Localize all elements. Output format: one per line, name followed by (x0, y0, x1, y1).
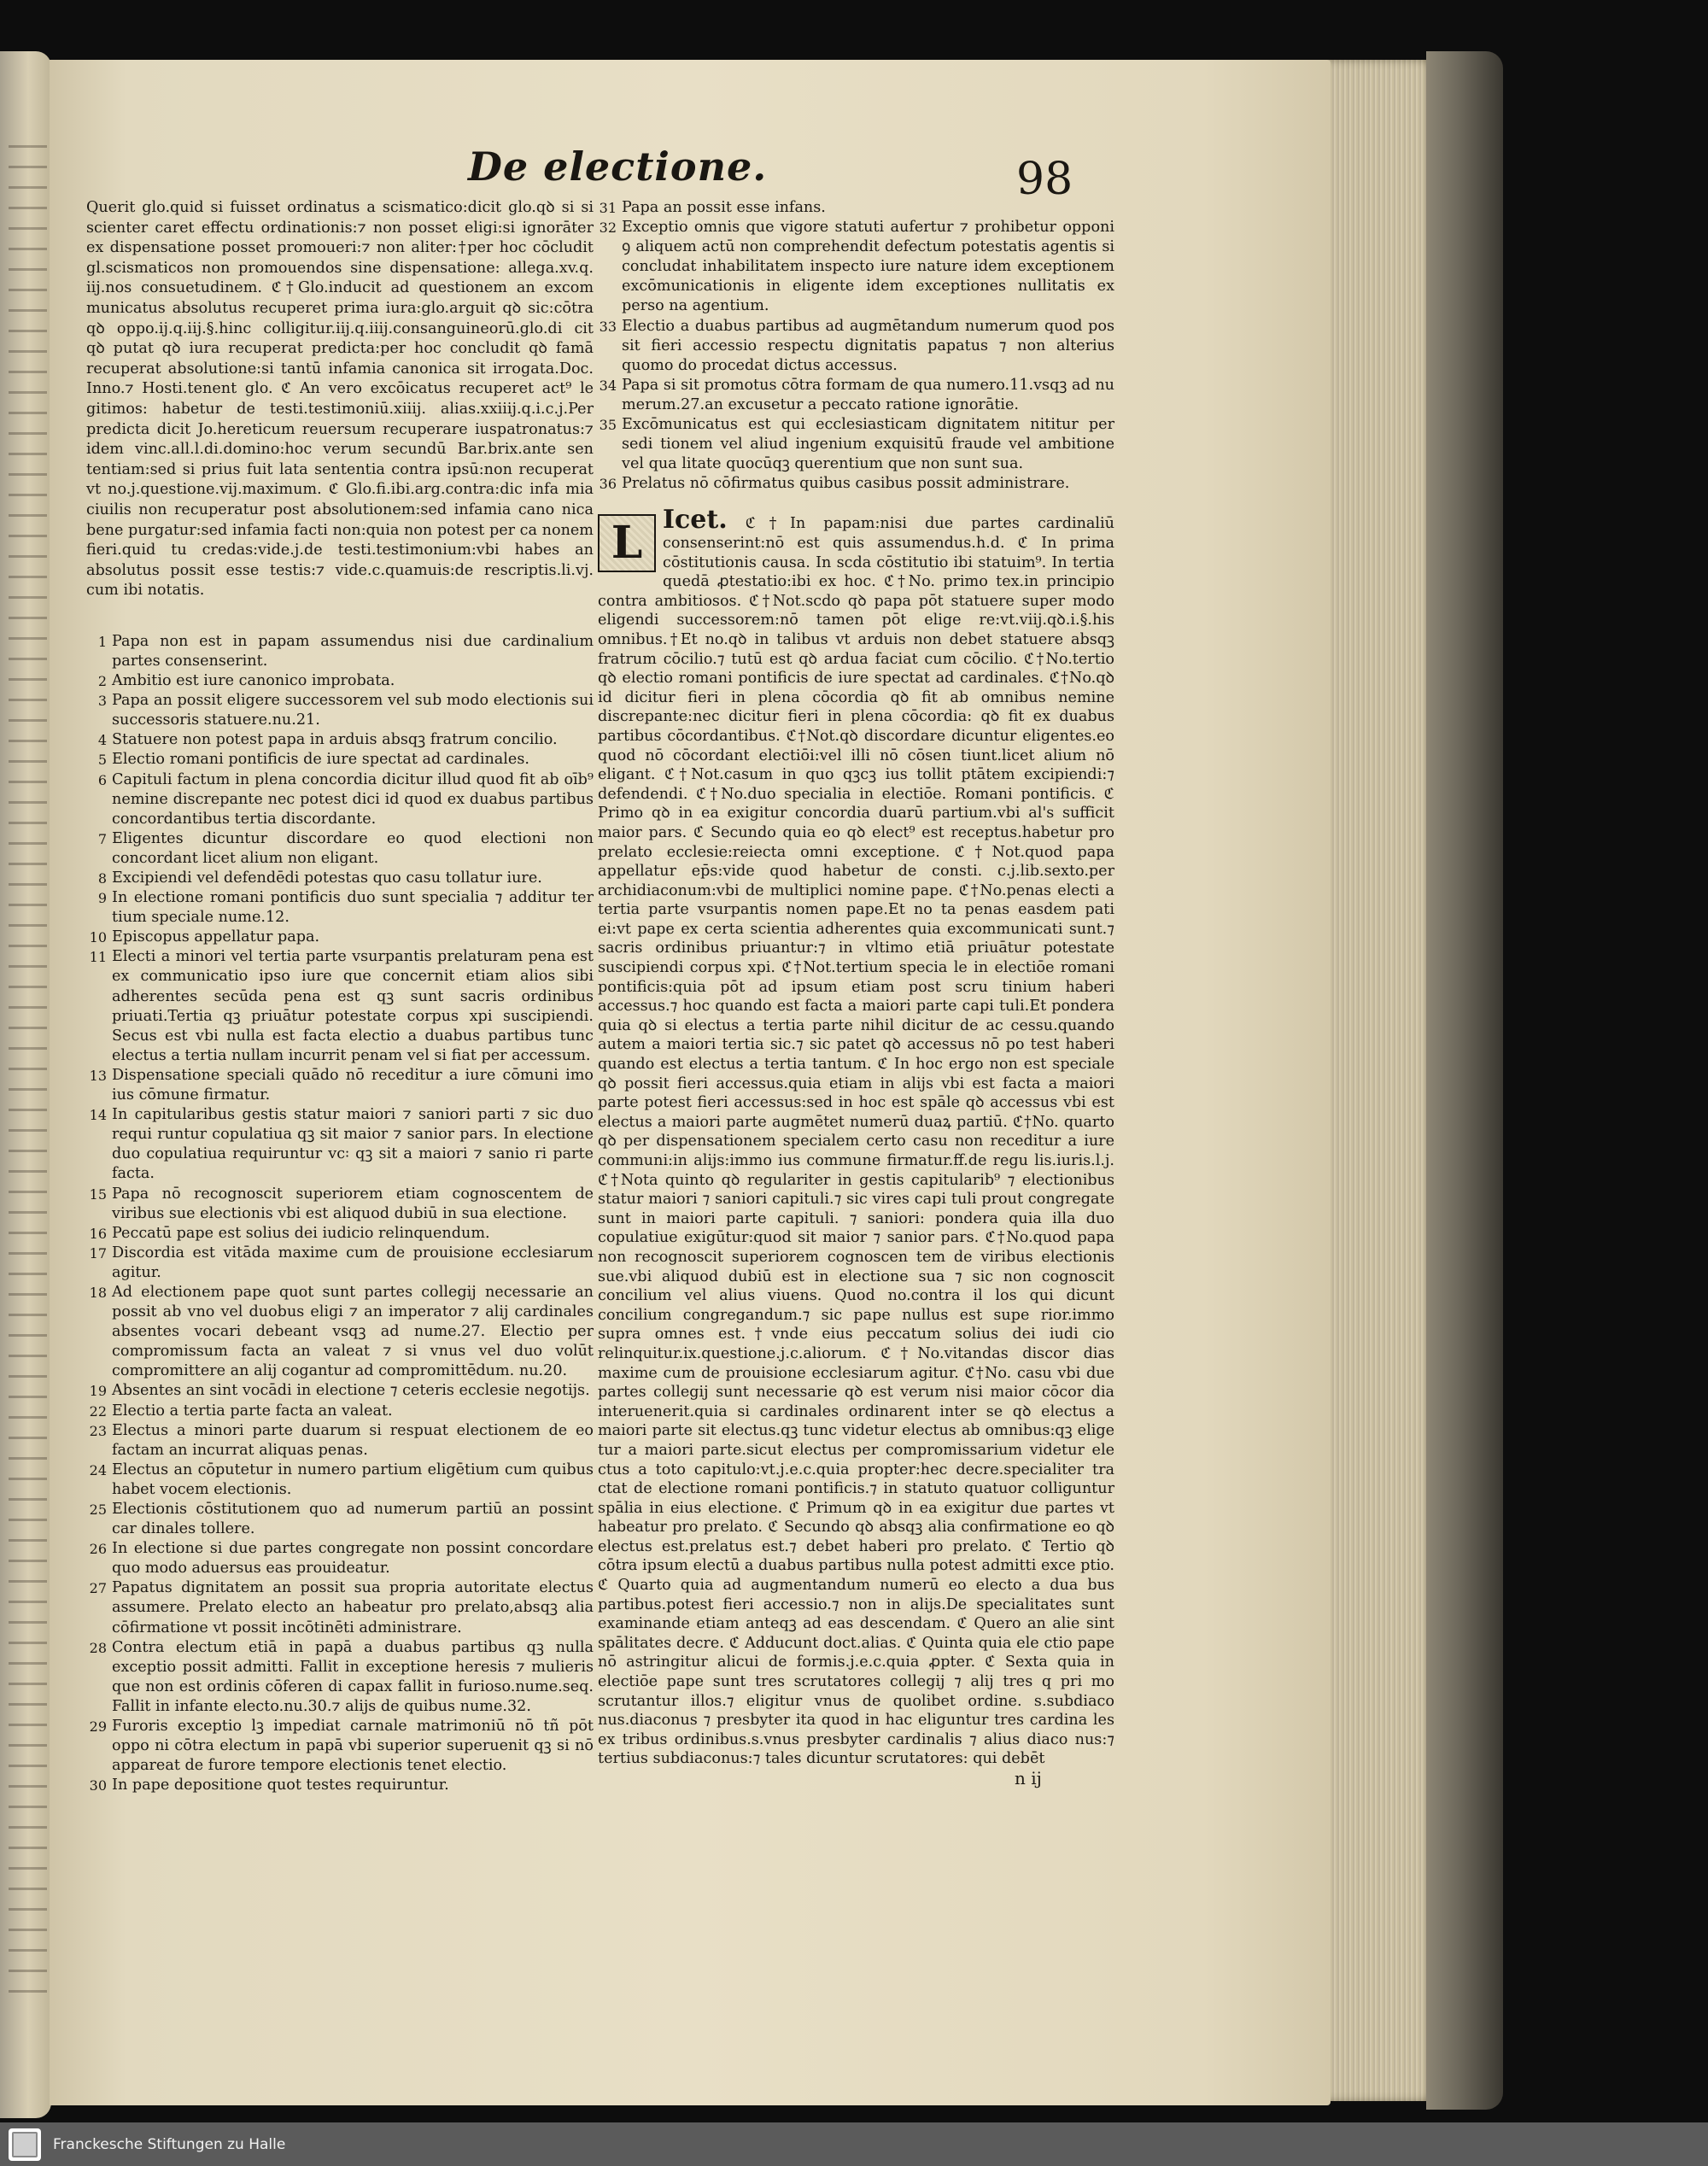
item-text: Electus a minori parte duarum si respuat electionem de eo factam an incurrat aliquas penas. (112, 1421, 594, 1459)
item-text: Contra electum etiā in papā a duabus partibus qꝫ nulla exceptio possit admitti. Fallit in exceptione heresis ⁊ mulieris que non est ordinis cōferen di capax fallit in furioso.nume.seq. Fallit in infante electo.nu.30.⁊ alijs de quibus nume.32. (112, 1638, 594, 1715)
item-number: 16 (89, 1225, 107, 1242)
list-item (598, 198, 1114, 218)
item-text: Discordia est vitāda maxime cum de prouisione ecclesiarum agitur. (112, 1244, 594, 1281)
commentary-block (598, 505, 1115, 1769)
item-text: Electio a tertia parte facta an valeat. (112, 1402, 393, 1420)
list-item (81, 947, 594, 1066)
item-text: Papa nō recognoscit superiorem etiam cognoscentem de viribus sue electionis vbi est aliquod dubiū in sua electione. (112, 1185, 594, 1222)
item-text: Excōmunicatus est qui ecclesiasticam dignitatem nititur per sedi tionem vel aliud ingenium exquisitū fraude vel ambitione vel qua litate quocūqꝫ querentium que non sunt sua. (622, 416, 1114, 473)
list-item (598, 218, 1114, 316)
item-text: Prelatus nō cōfirmatus quibus casibus possit administrare. (622, 475, 1070, 493)
item-text: Papatus dignitatem an possit sua propria autoritate electus assumere. Prelato electo an habeatur pro prelato,absqꝫ alia cōfirmatione vt possit incōtinēti administrare. (112, 1579, 594, 1636)
item-number: 17 (89, 1244, 107, 1262)
item-number: 3 (97, 693, 107, 710)
folio-number: 98 (1016, 154, 1073, 205)
item-text: In pape depositione quot testes requiruntur. (112, 1777, 449, 1794)
item-text: Electus an cōputetur in numero partium eligētium cum quibus habet vocem electionis. (112, 1461, 594, 1498)
footer-bar (0, 2122, 1708, 2166)
list-item (81, 1283, 594, 1381)
list-item (598, 317, 1114, 376)
item-number: 35 (599, 417, 617, 434)
list-item (81, 1402, 594, 1421)
signature-mark: n ij (1015, 1768, 1042, 1788)
list-item (81, 1381, 594, 1401)
item-text: Episcopus appellatur papa. (112, 928, 320, 946)
item-number: 1 (97, 633, 107, 650)
item-number: 30 (89, 1777, 107, 1794)
gloss-paragraph: Querit glo.quid si fuisset ordinatus a scismatico:dicit glo.qꝺ si si scienter caret effectu ordinationis:⁊ non posset eligi:si ignorāter ex dispensatione posset promoueri:⁊ non aliter:†per hoc cōcludit gl.scismaticos non promouendos sine dispensatione: allega.xv.q. iij.nos consuetudinem. ℭ†Glo.inducit ad questionem an excom municatus absolutus recuperet prima iura:glo.arguit qꝺ sic:cōtra qꝺ oppo.ij.q.iij.§.hinc colligitur.iij.q.iiij.consanguineorū.glo.di cit qꝺ putat qꝺ iura recuperat predicta:per hoc concludit qꝺ famā recuperat absolutione:si tantū infamia canonica sit irrogata.Doc. Inno.⁊ Hosti.tenent glo. ℭ An vero excōicatus recuperet act⁹ le gitimos: habetur de testi.testimoniū.xiiij. alias.xxiiij.q.i.c.j.Per predicta dicit Jo.hereticum reuersum recuperare iuspatronatus:⁊ idem vinc.all.l.di.domino:hoc verum secundū Bar.brix.ante sen tentiam:sed si prius fuit lata sententia contra ipsū:non recuperat vt no.j.questione.vij.maximum. ℭ Glo.fi.ibi.arg.contra:dic infa mia ciuilis non recuperatur post absolutionem:sed infamia cano nica bene purgatur:sed infamia facti non:quia non potest per ca nonem fieri.quid tu credas:vide.j.de testi.testimonium:vbi habes an absolutus possit esse testis:⁊ vide.c.quamuis:de rescriptis.li.vj. cum ibi notatis. (86, 199, 594, 600)
item-text: In electione romani pontificis duo sunt specialia ⁊ additur ter tium speciale nume.12. (112, 889, 594, 927)
list-item (81, 1539, 594, 1578)
item-number: 18 (89, 1284, 107, 1301)
list-item (81, 1244, 594, 1283)
item-number: 22 (89, 1402, 107, 1420)
list-item (81, 1066, 594, 1105)
item-text: Electi a minori vel tertia parte vsurpantis prelaturam pena est ex communicatio ipso iure que concernit etiam alios sibi adherentes secūda pena est qꝫ sunt sacris ordinibus priuati.Tertia qꝫ priuātur potestate corpus xpi suscipiendi. Secus est vbi nulla est facta electio a duabus partibus tunc electus a tertia nullam incurrit penam vel si fiat per accessum. (112, 948, 594, 1064)
list-item (598, 376, 1114, 415)
item-text: Absentes an sint vocādi in electione ⁊ ceteris ecclesie negotijs. (112, 1382, 590, 1400)
list-item (81, 1224, 594, 1244)
list-item (81, 750, 594, 770)
decorated-initial: L (598, 514, 656, 572)
list-item (598, 415, 1114, 474)
previous-page-text-shadow (9, 145, 47, 2007)
list-item (81, 869, 594, 888)
previous-page-edge (0, 51, 51, 2118)
item-number: 9 (97, 890, 107, 907)
item-text: Eligentes dicuntur discordare eo quod electioni non concordant licet alium non eligant. (112, 829, 594, 867)
commentary-text: ℭ†In papam:nisi due partes cardinaliū consenserint:nō est quis assumendus.h.d. ℭ In prima cōstitutionis causa. In scda cōstitutio ibi statuim⁹. In tertia quedā ꝓtestatio:ibi ex hoc. ℭ†No. primo tex.in principio contra ambitiosos. ℭ†Not.scdo qꝺ papa pōt statuere super modo eligendi successorem:nō tamen pōt elige re:vt.viij.qꝺ.i.§.his omnibus.†Et no.qꝺ in talibus vt arduis non debet statuere absqꝫ fratrum cōcilio.⁊ tutū est qꝺ ardua faciat cum cōcilio. ℭ†No.tertio qꝺ electio romani pontificis de iure spectat ad cardinales. ℭ†No.qꝺ id dicitur fieri in plena cōcordia qꝺ fit ab omnibus nemine discrepante:nec dicitur fieri in plena cōcordia: qꝺ fit ex duabus partibus cōcordantibus. ℭ†Not.qꝺ discordare dicuntur eligentes.eo quod nō cōcordant electiōi:vel illi nō cōsen tiunt.licet alium nō eligant. ℭ†Not.casum in quo qꝫcꝫ ius tollit ptātem excipiendi:⁊ defendendi. ℭ†No.duo specialia in electiōe. Romani pontificis. ℭ Primo qꝺ in ea exigitur concordia duarū partium.vbi al's sufficit maior pars. ℭ Secundo quia eo qꝺ elect⁹ est receptus.habetur pro prelato ecclesie:reiecta omni exceptione. ℭ†Not.quod papa appellatur ep̄s:vide quod habetur de consti. c.j.lib.sexto.per archidiaconum:vbi de multiplici nomine pape. ℭ†No.penas electi a tertia parte vsurpantis nomen pape.Et no ta penas easdem pati ei:vt pape ex certa scientia adherentes quia excommunicati sunt.⁊ sacris ordinibus priuantur:⁊ in vltimo etiā priuātur potestate suscipiendi corpus xpi. ℭ†Not.tertium specia le in electiōe romani pontificis:quia pōt ad ipsum etiam post scru tinium haberi accessus.⁊ hoc quando est facta a maiori parte capi tuli.Et pondera quia qꝺ si electus a tertia parte nihil dicitur de ac cessu.quando autem a maiori tertia sic.⁊ sic patet qꝺ accessus nō po test haberi quando est electus a tertia tantum. ℭ In hoc ergo non est speciale qꝺ possit fieri accessus.quia etiam in alijs vbi est facta a maiori parte potest fieri accessus:sed in hoc est spāle qꝺ accessus vbi est electus a maiori parte augmētet numerū duaꝝ partiū. ℭ†No. quarto qꝺ per dispensationem specialem certo casu non receditur a iure communi:in alijs:immo ius commune firmatur.ff.de regu lis.iuris.l.j. ℭ†Nota quinto qꝺ regulariter in gestis capitularib⁹ ⁊ electionibus statur maiori ⁊ saniori capituli.⁊ sic vires capi tuli prout congregate sunt in maiori parte capituli. ⁊ saniori: pondera quia illa duo copulatiue exigūtur:quod sit maior ⁊ sanior pars. ℭ†No.quod papa non recognoscit superiorem cognoscen tem de viribus electionis sue.vbi aliquod dubiū est in electione sua ⁊ sic non cognoscit concilium vel alius viuens. Quod no.contra il los qui dicunt concilium congregandum.⁊ sic pape nullus est supe rior.immo supra omnes est.†vnde eius peccatum solius dei iudi cio relinquitur.ix.questione.j.c.aliorum. ℭ†No.vitandas discor dias maxime cum de prouisione ecclesiarum agitur. ℭ†No. casu vbi due partes collegij sunt necessarie qꝺ est verum nisi maior cōcor dia interuenerit.quia si cardinales ordinarent inter se qꝺ electus a maiori parte sit electus.qꝫ tunc videtur electus ab omnibus:qꝫ elige tur a maiori parte.sicut electus per compromissarium videtur ele ctus a toto capitulo:vt.j.e.c.quia propter:hec decre.specialiter tra ctat de electione romani pontificis.⁊ in statuto quatuor colliguntur spālia in eius electione. ℭ Primum qꝺ in ea exigitur due partes vt habeatur pro prelato. ℭ Secundo qꝺ absqꝫ alia confirmatione eo qꝺ electus est.prelatus est.⁊ debet haberi pro prelato. ℭ Tertio qꝺ cōtra ipsum electū a duabus partibus nulla potest admitti exce ptio. ℭ Quarto quia ad augmentandum numerū eo electo a dua bus partibus.potest fieri accessio.⁊ non in alijs.De specialitates sunt examinande etiam anteqꝫ ad eas descendam. ℭ Quero an alie sint spālitates decre. ℭ Adducunt doct.alias. ℭ Quinta quia ele ctio pape nō astringitur alicui de formis.j.e.c.quia ꝓpter. ℭ Sexta quia in electiōe pape sunt tres scrutatores collegij ⁊ alij tres q pri mo scrutantur illos.⁊ eligitur vnus de quolibet ordine. s.subdiaco nus.diaconus ⁊ presbyter ita quod in hac eliguntur tres cardina les ex tribus ordinibus.s.vnus presbyter cardinalis ⁊ alius diaco nus:⁊ tertius subdiaconus:⁊ tales dicuntur scrutatores: qui debēt (598, 515, 1115, 1768)
item-text: Furoris exceptio lꝫ impediat carnale matrimoniū nō tñ pōt oppo ni cōtra electum in papā vbi superior superuenit qꝫ si nō appareat de furore tempore electionis tenet electio. (112, 1718, 594, 1775)
item-text: Papa an possit esse infans. (622, 199, 826, 216)
lemma: Icet. (663, 505, 728, 536)
item-text: In electione si due partes congregate non possint concordare quo modo aduersus eas prouideatur. (112, 1540, 594, 1578)
foundation-logo-icon (9, 2128, 41, 2161)
footer-label: Franckesche Stiftungen zu Halle (53, 2135, 286, 2153)
item-text: Papa non est in papam assumendus nisi due cardinalium partes consenserint. (112, 632, 594, 670)
item-number: 2 (97, 673, 107, 690)
list-item (81, 1638, 594, 1717)
list-item (81, 829, 594, 869)
item-text: Excipiendi vel defendēdi potestas quo casu tollatur iure. (112, 869, 542, 887)
item-number: 5 (97, 752, 107, 769)
list-item (81, 1578, 594, 1637)
item-number: 28 (89, 1639, 107, 1656)
item-text: Statuere non potest papa in arduis absqꝫ fratrum concilio. (112, 731, 558, 749)
item-text: Capituli factum in plena concordia dicitur illud quod fit ab oīb⁹ nemine discrepante nec potest dici id quod ex duabus partibus concordantibus tertia discordante. (112, 770, 594, 828)
item-text: Electio a duabus partibus ad augmētandum numerum quod pos sit fieri accessio respectu dignitatis papatus ⁊ non alterius quomo do procedat dictus accessus. (622, 317, 1114, 374)
list-item (81, 632, 594, 671)
list-item (81, 691, 594, 730)
list-item (81, 888, 594, 928)
item-number: 14 (89, 1107, 107, 1124)
item-text: Ambitio est iure canonico improbata. (112, 672, 395, 690)
item-number: 11 (89, 949, 107, 966)
list-item (81, 1105, 594, 1184)
item-number: 15 (89, 1185, 107, 1203)
list-item (598, 474, 1114, 494)
item-number: 27 (89, 1580, 107, 1597)
item-number: 24 (89, 1461, 107, 1478)
item-text: Papa an possit eligere successorem vel sub modo electionis sui successoris statuere.nu.21. (112, 692, 594, 729)
running-title: De electione. (468, 143, 768, 190)
item-number: 32 (599, 220, 617, 237)
list-item (81, 1185, 594, 1224)
list-item (81, 770, 594, 829)
item-number: 26 (89, 1541, 107, 1558)
item-number: 33 (599, 318, 617, 335)
item-text: In capitularibus gestis statur maiori ⁊ saniori parti ⁊ sic duo requi runtur copulatiua qꝫ sit maior ⁊ sanior pars. In electione duo copulatiua requiruntur vc꞉ qꝫ sit a maiori ⁊ sanio ri parte facta. (112, 1106, 594, 1183)
item-text: Papa si sit promotus cōtra formam de qua numero.11.vsqꝫ ad nu merum.27.an excusetur a peccato ratione ignorātie. (622, 376, 1114, 413)
item-number: 7 (97, 830, 107, 847)
item-number: 34 (599, 377, 617, 394)
item-number: 6 (97, 771, 107, 788)
item-text: Peccatū pape est solius dei iudicio relinquendum. (112, 1224, 490, 1242)
book-cover (1426, 51, 1503, 2110)
summary-list (81, 632, 594, 1796)
item-number: 13 (89, 1067, 107, 1084)
list-item (81, 928, 594, 947)
item-number: 36 (599, 476, 617, 493)
list-item (81, 1500, 594, 1539)
item-number: 19 (89, 1383, 107, 1400)
right-column (598, 198, 1114, 1769)
list-item (81, 1717, 594, 1776)
list-item (81, 1461, 594, 1500)
item-text: Electio romani pontificis de iure spectat ad cardinales. (112, 751, 529, 769)
item-number: 4 (97, 732, 107, 749)
item-number: 10 (89, 929, 107, 946)
list-item (81, 1421, 594, 1461)
item-text: Exceptio omnis que vigore statuti aufertur ⁊ prohibetur opponi ꝯ aliquem actū non comprehendit defectum potestatis agentis si concludat inhabilitatem inspecto iure nature idem exceptionem excōmunicationis in eligente idem exceptiones nullitatis ex perso na agentium. (622, 219, 1114, 315)
left-column (81, 198, 594, 1795)
item-text: Dispensatione speciali quādo nō receditur a iure cōmuni imo ius cōmune firmatur. (112, 1066, 594, 1104)
list-item (81, 671, 594, 691)
list-item (81, 730, 594, 750)
item-number: 25 (89, 1502, 107, 1518)
list-item (81, 1776, 594, 1795)
item-number: 29 (89, 1718, 107, 1736)
item-text: Ad electionem pape quot sunt partes collegij necessarie an possit ab vno vel duobus eligi ⁊ an imperator ⁊ alij cardinales absentes vocari debeant vsqꝫ ad nume.27. Electio per compromissum facta an valeat ⁊ si vnus vel duo volūt compromittere an alij cogantur ad compromittēdum. nu.20. (112, 1283, 594, 1380)
summary-list-continued (598, 198, 1114, 494)
item-number: 31 (599, 200, 617, 216)
item-text: Electionis cōstitutionem quo ad numerum partiū an possint car dinales tollere. (112, 1501, 594, 1538)
item-number: 8 (97, 870, 107, 887)
item-number: 23 (89, 1422, 107, 1439)
